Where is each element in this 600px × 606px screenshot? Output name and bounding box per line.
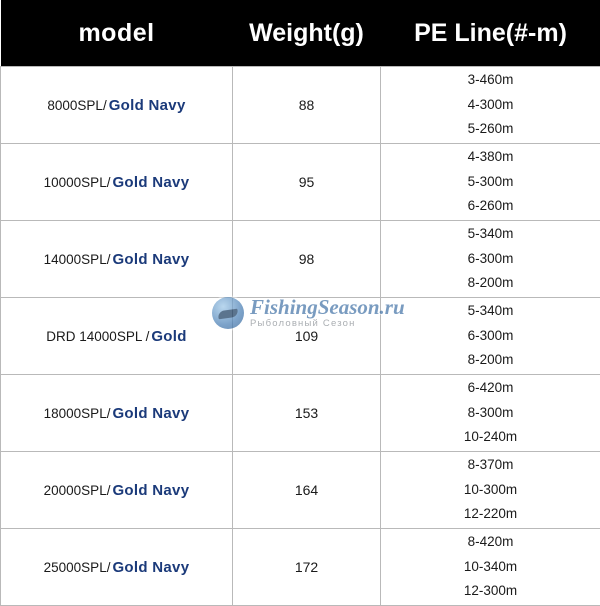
pe-option: 5-300m bbox=[381, 170, 600, 195]
pe-option: 5-260m bbox=[381, 117, 600, 142]
cell-weight: 172 bbox=[233, 529, 381, 606]
model-code: 8000SPL/ bbox=[47, 98, 106, 113]
pe-option: 6-420m bbox=[381, 376, 600, 401]
model-brand: Gold Navy bbox=[112, 405, 189, 422]
pe-option: 12-300m bbox=[381, 579, 600, 604]
cell-weight: 164 bbox=[233, 452, 381, 529]
cell-model bbox=[1, 529, 233, 606]
pe-option: 6-260m bbox=[381, 194, 600, 219]
model-brand: Gold Navy bbox=[112, 251, 189, 268]
cell-pe-line bbox=[381, 144, 600, 221]
table-header bbox=[1, 0, 600, 67]
pe-option: 4-300m bbox=[381, 93, 600, 118]
column-header-weight: Weight(g) bbox=[233, 0, 381, 67]
pe-option: 6-300m bbox=[381, 324, 600, 349]
cell-model bbox=[1, 221, 233, 298]
model-brand: Gold Navy bbox=[112, 559, 189, 576]
cell-weight: 95 bbox=[233, 144, 381, 221]
cell-pe-line bbox=[381, 67, 600, 144]
pe-option: 10-340m bbox=[381, 555, 600, 580]
pe-option: 10-300m bbox=[381, 478, 600, 503]
model-brand: Gold bbox=[151, 328, 186, 345]
watermark-title: FishingSeason.ru bbox=[250, 296, 405, 318]
pe-option: 8-200m bbox=[381, 348, 600, 373]
pe-option: 5-340m bbox=[381, 222, 600, 247]
pe-option: 8-420m bbox=[381, 530, 600, 555]
model-code: DRD 14000SPL / bbox=[46, 329, 149, 344]
column-header-pe-line: PE Line(#-m) bbox=[381, 0, 600, 67]
table-row bbox=[1, 144, 600, 221]
pe-option: 12-220m bbox=[381, 502, 600, 527]
model-brand: Gold Navy bbox=[112, 174, 189, 191]
pe-option: 4-380m bbox=[381, 145, 600, 170]
cell-pe-line bbox=[381, 375, 600, 452]
pe-option: 6-300m bbox=[381, 247, 600, 272]
model-code: 18000SPL/ bbox=[44, 406, 111, 421]
cell-pe-line bbox=[381, 298, 600, 375]
table-row bbox=[1, 298, 600, 375]
table-row bbox=[1, 529, 600, 606]
cell-weight: 98 bbox=[233, 221, 381, 298]
pe-option: 8-300m bbox=[381, 401, 600, 426]
watermark-subtitle: Рыболовный Сезон bbox=[250, 319, 405, 329]
model-code: 20000SPL/ bbox=[44, 483, 111, 498]
cell-pe-line bbox=[381, 529, 600, 606]
table-row bbox=[1, 375, 600, 452]
table-row bbox=[1, 452, 600, 529]
cell-pe-line bbox=[381, 452, 600, 529]
column-header-model: model bbox=[1, 0, 233, 67]
model-brand: Gold Navy bbox=[112, 482, 189, 499]
cell-weight: 153 bbox=[233, 375, 381, 452]
cell-pe-line bbox=[381, 221, 600, 298]
table-row bbox=[1, 221, 600, 298]
cell-model bbox=[1, 375, 233, 452]
cell-model bbox=[1, 144, 233, 221]
table-body bbox=[1, 67, 600, 606]
pe-option: 8-200m bbox=[381, 271, 600, 296]
table-header-row bbox=[1, 0, 600, 67]
model-code: 10000SPL/ bbox=[44, 175, 111, 190]
cell-model bbox=[1, 67, 233, 144]
cell-weight: 88 bbox=[233, 67, 381, 144]
table-row bbox=[1, 67, 600, 144]
cell-model bbox=[1, 298, 233, 375]
pe-option: 10-240m bbox=[381, 425, 600, 450]
pe-option: 5-340m bbox=[381, 299, 600, 324]
model-brand: Gold Navy bbox=[109, 97, 186, 114]
pe-option: 8-370m bbox=[381, 453, 600, 478]
pe-option: 3-460m bbox=[381, 68, 600, 93]
cell-model bbox=[1, 452, 233, 529]
cell-weight: 109 bbox=[233, 298, 381, 375]
model-code: 14000SPL/ bbox=[44, 252, 111, 267]
model-code: 25000SPL/ bbox=[44, 560, 111, 575]
